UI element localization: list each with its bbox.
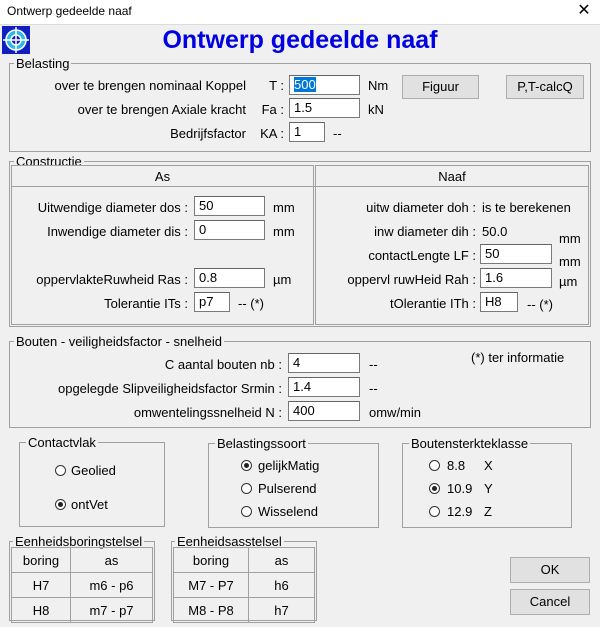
radio-88-label[interactable]: 8.8 [447, 458, 466, 473]
window-title: Ontwerp gedeelde naaf [7, 4, 132, 18]
cancel-button[interactable]: Cancel [510, 589, 590, 615]
ras-label: oppervlakteRuwheid Ras : [36, 272, 188, 287]
axiaal-label: over te brengen Axiale kracht [77, 102, 246, 117]
boutensterkteklasse-legend: Boutensterkteklasse [411, 436, 529, 451]
table-cell: H7 [12, 573, 71, 598]
lf-unit: mm [559, 254, 581, 269]
radio-ontvet[interactable] [55, 499, 66, 510]
bedrijf-unit: -- [333, 126, 342, 141]
belasting-legend: Belasting [16, 56, 70, 71]
radio-88[interactable] [429, 460, 440, 471]
dis-input[interactable]: 0 [194, 220, 265, 240]
table-cell: M8 - P8 [174, 598, 249, 623]
radio-109[interactable] [429, 483, 440, 494]
ith-unit: -- (*) [527, 297, 553, 312]
lf-label: contactLengte LF : [368, 248, 476, 263]
radio-109-letter: Y [484, 481, 493, 496]
radio-ontvet-label[interactable]: ontVet [71, 497, 108, 512]
figuur-button[interactable]: Figuur [402, 75, 479, 99]
its-label: Tolerantie ITs : [104, 296, 188, 311]
contactvlak-legend: Contactvlak [28, 435, 96, 450]
ras-input[interactable]: 0.8 [194, 268, 265, 288]
dos-label: Uitwendige diameter dos : [37, 200, 188, 215]
table-header: boring [174, 548, 249, 573]
doh-label: uitw diameter doh : [366, 200, 476, 215]
dih-unit: mm [559, 231, 581, 246]
n-unit: omw/min [369, 405, 422, 420]
table-cell: m7 - p7 [71, 598, 153, 623]
rah-label: oppervl ruwHeid Rah : [347, 272, 476, 287]
contactvlak-group [19, 442, 165, 527]
eenheidsboring-table [11, 547, 153, 623]
title-bar [0, 0, 600, 25]
radio-pulserend-label[interactable]: Pulserend [258, 481, 317, 496]
lf-input[interactable]: 50 [480, 244, 552, 264]
ras-unit: µm [273, 272, 292, 287]
bedrijf-input[interactable]: 1 [289, 122, 325, 142]
naaf-header: Naaf [438, 169, 466, 184]
n-input[interactable]: 400 [288, 401, 360, 421]
constructie-legend: Constructie [16, 154, 82, 169]
its-unit: -- (*) [238, 296, 264, 311]
rah-unit: µm [559, 274, 578, 289]
srmin-input[interactable]: 1.4 [288, 377, 360, 397]
pt-calc-button[interactable]: P,T-calcQ [506, 75, 584, 99]
eenheidsboring-legend: Eenheidsboringstelsel [15, 534, 143, 549]
dih-value: 50.0 [482, 224, 508, 239]
srmin-label: opgelegde Slipveiligheidsfactor Srmin : [57, 381, 282, 396]
rah-input[interactable]: 1.6 [480, 268, 552, 288]
koppel-unit: Nm [368, 78, 389, 93]
radio-129[interactable] [429, 506, 440, 517]
nb-input[interactable]: 4 [288, 353, 360, 373]
ok-button[interactable]: OK [510, 557, 590, 583]
dos-input[interactable]: 50 [194, 196, 265, 216]
srmin-unit: -- [369, 381, 378, 396]
koppel-label: over te brengen nominaal Koppel [54, 78, 246, 93]
radio-geolied[interactable] [55, 465, 66, 476]
table-cell: h7 [249, 598, 315, 623]
axiaal-symbol: Fa : [261, 102, 284, 117]
radio-88-letter: X [484, 458, 493, 473]
table-header: as [249, 548, 315, 573]
ith-input[interactable]: H8 [480, 292, 518, 312]
belastingssoort-legend: Belastingssoort [217, 436, 306, 451]
dis-label: Inwendige diameter dis : [47, 224, 188, 239]
as-header: As [154, 169, 171, 184]
table-header: boring [12, 548, 71, 573]
radio-gelijkmatig-label[interactable]: gelijkMatig [258, 458, 320, 473]
table-cell: m6 - p6 [71, 573, 153, 598]
eenheidsas-legend: Eenheidsasstelsel [177, 534, 282, 549]
radio-wisselend-label[interactable]: Wisselend [258, 504, 318, 519]
n-label: omwentelingssnelheid N : [133, 405, 282, 420]
eenheidsas-table [173, 547, 315, 623]
bedrijf-symbol: KA : [260, 126, 284, 141]
table-cell: H8 [12, 598, 71, 623]
axiaal-unit: kN [368, 102, 384, 117]
nb-unit: -- [369, 357, 378, 372]
close-button[interactable]: ✕ [577, 2, 591, 19]
bouten-legend: Bouten - veiligheidsfactor - snelheid [16, 334, 222, 349]
dos-unit: mm [273, 200, 295, 215]
radio-wisselend[interactable] [241, 506, 252, 517]
radio-pulserend[interactable] [241, 483, 252, 494]
radio-109-label[interactable]: 10.9 [447, 481, 473, 496]
table-cell: M7 - P7 [174, 573, 249, 598]
table-header: as [71, 548, 153, 573]
table-cell: h6 [249, 573, 315, 598]
axiaal-input[interactable]: 1.5 [289, 98, 360, 118]
page-title: Ontwerp gedeelde naaf [162, 26, 438, 54]
nb-label: C aantal bouten nb : [164, 357, 282, 372]
doh-text: is te berekenen [482, 200, 571, 215]
radio-129-letter: Z [484, 504, 492, 519]
radio-gelijkmatig[interactable] [241, 460, 252, 471]
ith-label: tOlerantie ITh : [390, 296, 476, 311]
dih-label: inw diameter dih : [374, 224, 476, 239]
koppel-input[interactable]: 500 [289, 75, 360, 95]
bedrijf-label: Bedrijfsfactor [170, 126, 246, 141]
radio-129-label[interactable]: 12.9 [447, 504, 473, 519]
koppel-symbol: T : [269, 78, 284, 93]
dis-unit: mm [273, 224, 295, 239]
its-input[interactable]: p7 [194, 292, 230, 312]
info-note: (*) ter informatie [471, 350, 565, 365]
radio-geolied-label[interactable]: Geolied [71, 463, 116, 478]
constructie-header-divider [11, 186, 589, 187]
